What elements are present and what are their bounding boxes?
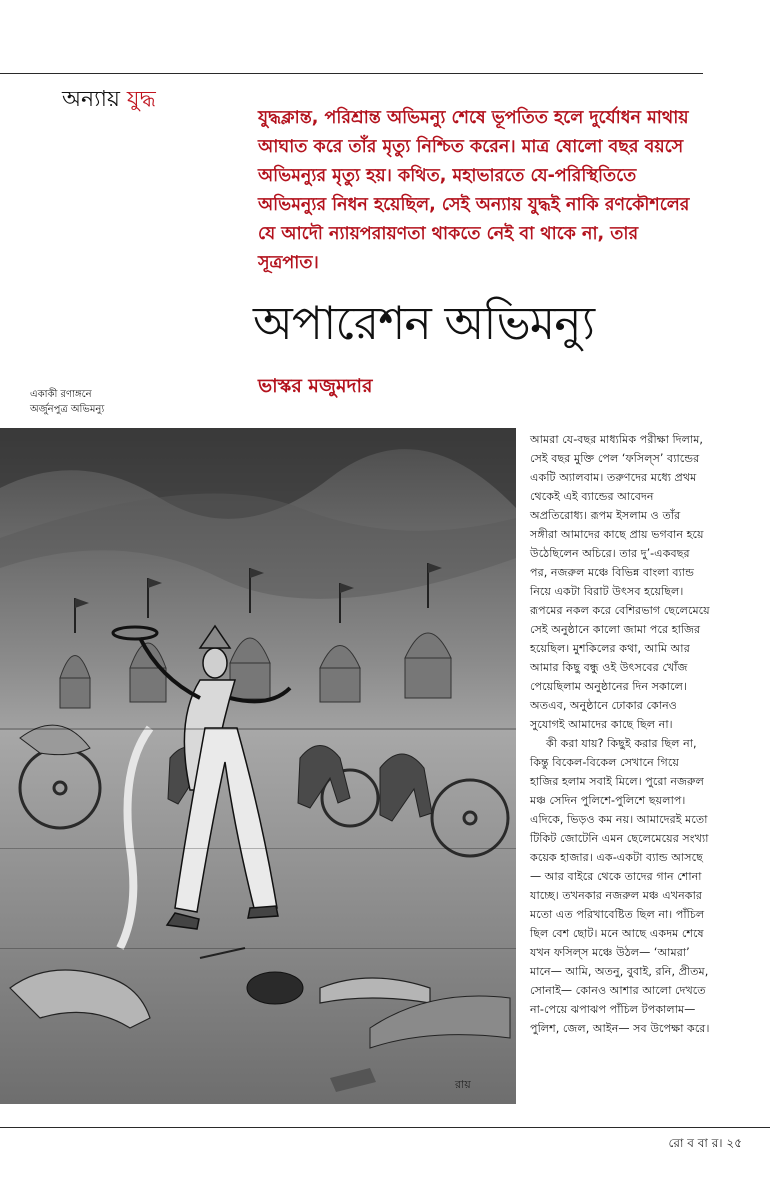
standfirst-text: যুদ্ধক্লান্ত, পরিশ্রান্ত অভিমন্যু শেষে ভূপতিত হলে দুর্যোধন মাথায় আঘাত করে তাঁর মৃত্যু নিশ্চিত করেন। মাত্র ষোলো বছর বয়সে অভিমন্যুর মৃত্যু হয়। কথিত, মহাভারতে যে-পরিস্থিতিতে অভিমন্যুর নিধন হয়েছিল, সেই অন্যায় যুদ্ধই নাকি রণকৌশলের যে আদৌ ন্যায়পরায়ণতা থাকতে নেই বা থাকে না, তার সূত্রপাত।	[258, 108, 690, 273]
headline: অপারেশন অভিমন্যু	[253, 296, 595, 350]
top-rule	[0, 73, 703, 74]
byline: ভাস্কর মজুমদার	[258, 375, 373, 397]
artist-signature: রায়	[455, 1078, 471, 1091]
page-folio: রো ব বা র। ২৫	[668, 1136, 742, 1150]
caption-line1: একাকী রণাঙ্গনে	[30, 389, 92, 400]
section-label	[62, 82, 156, 119]
section-label-part2: যুদ্ধ	[126, 87, 156, 112]
section-label-part1: অন্যায়	[62, 87, 120, 112]
body-paragraph-1: আমরা যে-বছর মাধ্যমিক পরীক্ষা দিলাম, সেই বছর মুক্তি পেল ‘ফসিল্‌স’ ব্যান্ডের একটি অ্যালবাম। তরুণদের মধ্যে প্রথম থেকেই এই ব্যান্ডের আবেদন অপ্রতিরোধ্য। রূপম ইসলাম ও তাঁর সঙ্গীরা আমাদের কাছে প্রায় ভগবান হয়ে উঠেছিলেন অচিরে। তার দু’-একবছর পর, নজরুল মঞ্চে বিভিন্ন বাংলা ব্যান্ড নিয়ে একটা বিরাট উৎসব হয়েছিল। রূপমের নকল করে বেশিরভাগ ছেলেমেয়ে সেই অনুষ্ঠানে কালো জামা পরে হাজির হয়েছিল। মুশকিলের কথা, আমি আর আমার কিছু বন্ধু ওই উৎসবের খোঁজ পেয়েছিলাম অনুষ্ঠানের দিন সকালে। অতএব, অনুষ্ঠানে ঢোকার কোনও সুযোগই আমাদের কাছে ছিল না।	[530, 433, 710, 731]
standfirst	[258, 104, 698, 278]
image-caption	[30, 387, 180, 417]
bottom-rule	[0, 1127, 770, 1128]
caption-line2: অর্জুনপুত্র অভিমন্যু	[30, 404, 105, 415]
body-paragraph-2: কী করা যায়? কিছুই করার ছিল না, কিন্তু বিকেল-বিকেল সেখানে গিয়ে হাজির হলাম সবাই মিলে। পুরো নজরুল মঞ্চ সেদিন পুলিশে-পুলিশে ছয়লাপ। এদিকে, ভিড়ও কম নয়। আমাদেরই মতো টিকিট জোটেনি এমন ছেলেমেয়ের সংখ্যা কয়েক হাজার। এক-একটা ব্যান্ড আসছে— আর বাইরে থেকে তাদের গান শোনা যাচ্ছে। তখনকার নজরুল মঞ্চ এখনকার মতো এত পরিখাবেষ্টিত ছিল না। পাঁচিল ছিল বেশ ছোট। মনে আছে একদম শেষে যখন ফসিল্‌স মঞ্চে উঠল— ‘আমরা’ মানে— আমি, অতনু, বুবাই, রনি, প্রীতম, সোনাই— কোনও আশার আলো দেখতে না-পেয়ে ঝপাঝপ পাঁচিল টপকালাম— পুলিশ, জেল, আইন— সব উপেক্ষা করে।	[530, 737, 710, 1035]
article-body	[530, 430, 710, 1038]
battle-illustration	[0, 428, 516, 1104]
